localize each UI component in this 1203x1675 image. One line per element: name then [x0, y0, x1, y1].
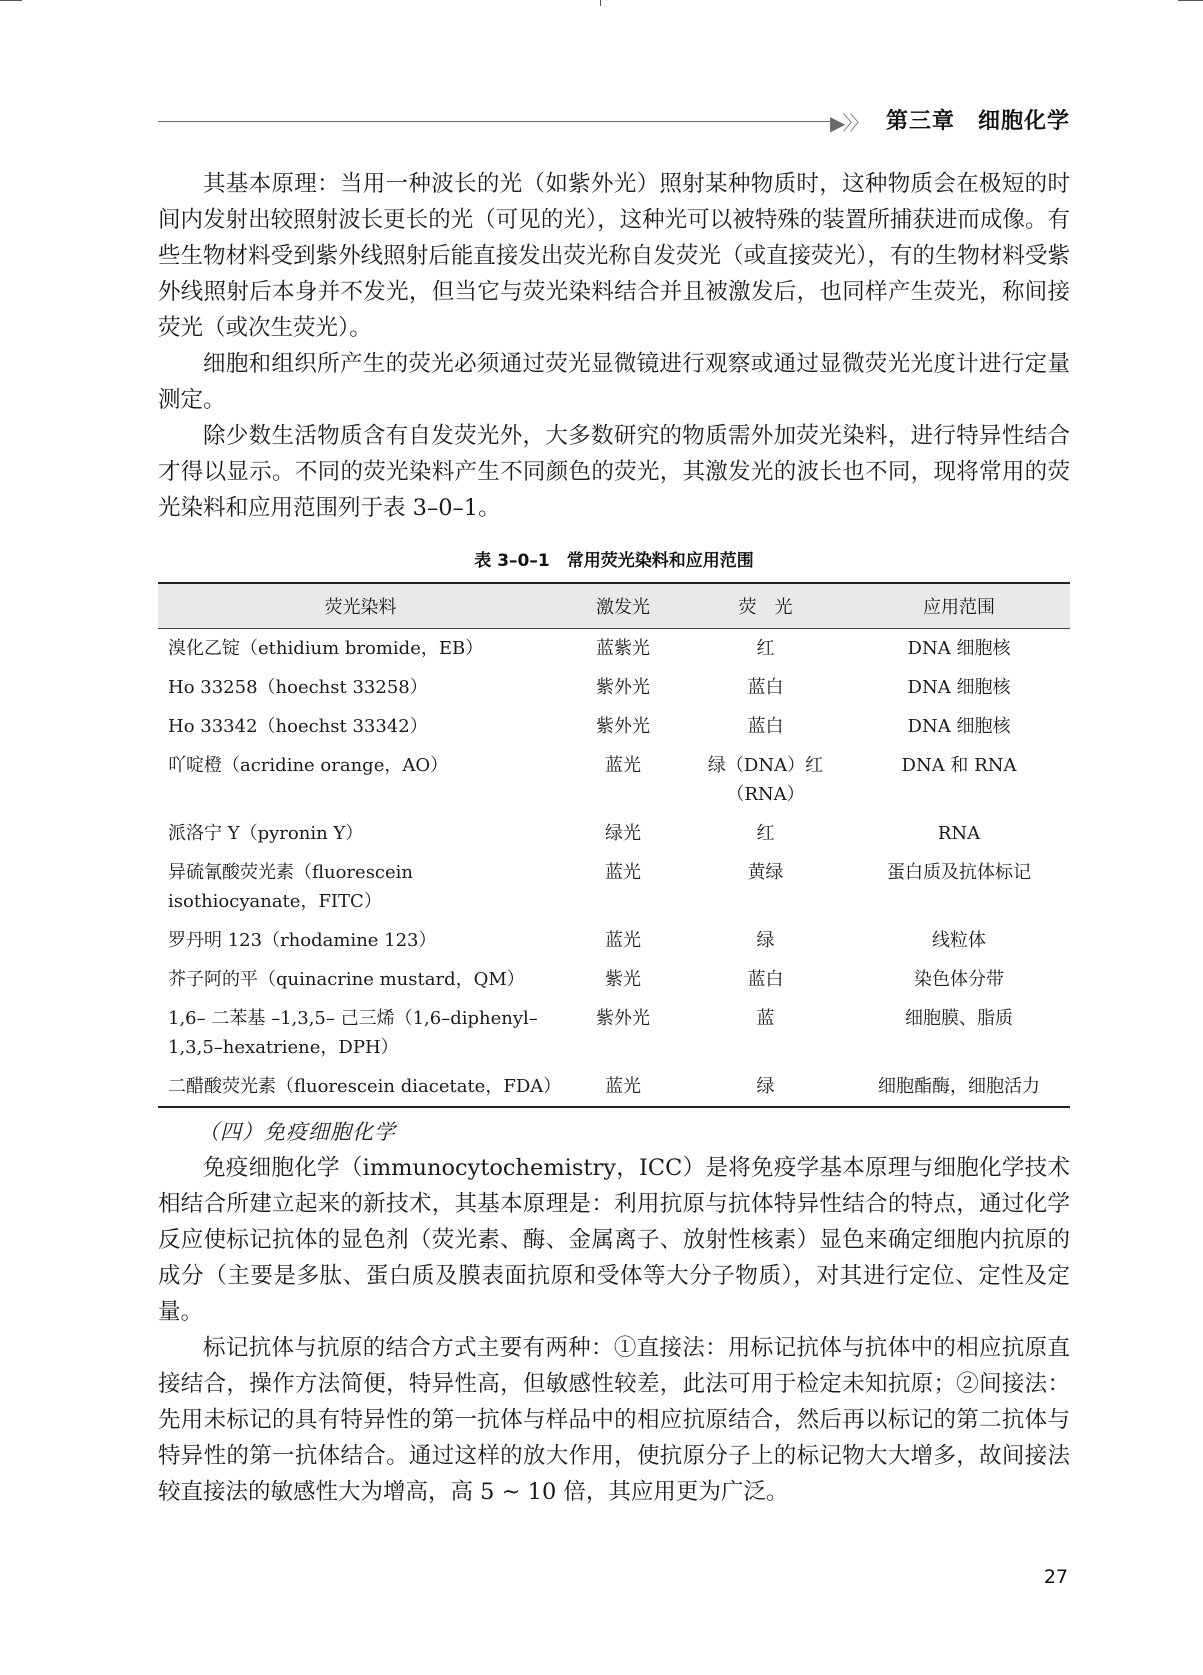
- cell-dye: 二醋酸荧光素（fluorescein diacetate，FDA）: [158, 1067, 563, 1107]
- cell-dye: 1,6– 二苯基 –1,3,5– 己三烯（1,6–diphenyl–1,3,5–hexatriene，DPH）: [168, 1008, 538, 1058]
- cell-application: DNA 细胞核: [907, 716, 1011, 737]
- page-number: 27: [1043, 1566, 1068, 1588]
- crop-mark-top-left: [0, 0, 22, 1]
- table-row: [158, 668, 1070, 707]
- table-row: [158, 814, 1070, 853]
- cell-excitation: 紫外光: [596, 1008, 650, 1029]
- cell-dye: 罗丹明 123（rhodamine 123）: [168, 930, 437, 951]
- cell-dye: 芥子阿的平（quinacrine mustard，QM）: [168, 969, 525, 990]
- header-rule: [158, 121, 834, 122]
- cell-excitation: 蓝光: [605, 930, 641, 951]
- cell-excitation: 绿光: [605, 823, 641, 844]
- cell-excitation: 紫外光: [596, 677, 650, 698]
- section-heading: （四）免疫细胞化学: [198, 1120, 396, 1144]
- cell-fluorescence: 蓝白: [747, 969, 784, 990]
- cell-fluorescence: 蓝白: [747, 677, 784, 698]
- table-row: [158, 746, 1070, 814]
- paragraph: 除少数生活物质含有自发荧光外，大多数研究的物质需外加荧光染料，进行特异性结合才得以显示。不同的荧光染料产生不同颜色的荧光，其激发光的波长也不同，现将常用的荧光染料和应用范围列于表 3–0–1。: [158, 423, 1070, 521]
- cell-excitation: 蓝光: [605, 862, 641, 883]
- fluorescent-dye-table: [158, 582, 1070, 1108]
- table-row: [158, 960, 1070, 999]
- paragraph: 其基本原理：当用一种波长的光（如紫外光）照射某种物质时，这种物质会在极短的时间内发射出较照射波长更长的光（可见的光），这种光可以被特殊的装置所捕获进而成像。有些生物材料受到紫外线照射后能直接发出荧光称自发荧光（或直接荧光），有的生物材料受紫外线照射后本身并不发光，但当它与荧光染料结合并且被激发后，也同样产生荧光，称间接荧光（或次生荧光）。: [158, 171, 1070, 341]
- cell-fluorescence: 红: [756, 823, 775, 844]
- column-header-dye: 荧光染料: [158, 583, 563, 629]
- table-row: [158, 1067, 1070, 1107]
- cell-fluorescence: 蓝: [756, 1008, 775, 1029]
- column-header-excitation: 激发光: [563, 583, 683, 629]
- cell-dye: 派洛宁 Y（pyronin Y）: [168, 823, 364, 844]
- cell-dye: Ho 33258（hoechst 33258）: [168, 677, 428, 698]
- cell-excitation: 紫光: [605, 969, 641, 990]
- column-header-fluorescence: 荧 光: [683, 583, 848, 629]
- table-row: [158, 707, 1070, 746]
- cell-fluorescence: 黄绿: [747, 862, 784, 883]
- cell-excitation: 蓝光: [605, 755, 641, 776]
- cell-application: DNA 细胞核: [907, 677, 1011, 698]
- cell-application: 细胞膜、脂质: [905, 1008, 1013, 1029]
- cell-application: DNA 细胞核: [907, 638, 1011, 659]
- cell-application: RNA: [937, 823, 981, 844]
- paragraph: 免疫细胞化学（immunocytochemistry，ICC）是将免疫学基本原理与细胞化学技术相结合所建立起来的新技术，其基本原理是：利用抗原与抗体特异性结合的特点，通过化学反应使标记抗体的显色剂（荧光素、酶、金属离子、放射性核素）显色来确定细胞内抗原的成分（主要是多肽、蛋白质及膜表面抗原和受体等大分子物质），对其进行定位、定性及定量。: [158, 1155, 1070, 1325]
- cell-dye: 吖啶橙（acridine orange，AO）: [168, 755, 449, 776]
- table-row: [158, 999, 1070, 1067]
- cell-dye: Ho 33342（hoechst 33342）: [168, 716, 428, 737]
- cell-excitation: 紫外光: [596, 716, 650, 737]
- intro-text: [158, 166, 1070, 526]
- cell-application: 线粒体: [932, 930, 986, 951]
- crop-mark-top-center: [600, 0, 601, 6]
- running-header: [158, 104, 1070, 138]
- table-caption: 表 3–0–1 常用荧光染料和应用范围: [474, 551, 754, 571]
- cell-application: 染色体分带: [914, 969, 1004, 990]
- cell-dye: 溴化乙锭（ethidium bromide，EB）: [168, 638, 484, 659]
- paragraph: 细胞和组织所产生的荧光必须通过荧光显微镜进行观察或通过显微荧光光度计进行定量测定。: [158, 351, 1070, 413]
- column-header-application: 应用范围: [848, 583, 1070, 629]
- cell-fluorescence: 蓝白: [747, 716, 784, 737]
- paragraph: 标记抗体与抗原的结合方式主要有两种：①直接法：用标记抗体与抗体中的相应抗原直接结合，操作方法简便，特异性高，但敏感性较差，此法可用于检定未知抗原；②间接法：先用未标记的具有特异性的第一抗体与样品中的相应抗原结合，然后再以标记的第二抗体与特异性的第一抗体结合。通过这样的放大作用，使抗原分子上的标记物大大增多，故间接法较直接法的敏感性大为增高，高 5 ~ 10 倍，其应用更为广泛。: [158, 1335, 1070, 1505]
- cell-fluorescence: 绿: [756, 930, 775, 951]
- cell-application: DNA 和 RNA: [901, 755, 1017, 776]
- cell-excitation: 蓝光: [563, 1067, 683, 1107]
- table-row: [158, 853, 1070, 921]
- cell-excitation: 蓝紫光: [596, 638, 650, 659]
- table-row: [158, 629, 1070, 669]
- cell-dye: 异硫氰酸荧光素（fluorescein isothiocyanate，FITC）: [168, 862, 414, 912]
- cell-fluorescence: 绿: [683, 1067, 848, 1107]
- cell-fluorescence: 绿（DNA）红（RNA）: [707, 755, 824, 805]
- crop-mark-top-right: [1178, 0, 1203, 1]
- table-row: [158, 921, 1070, 960]
- header-arrow-icon: ▶〉〉: [830, 111, 867, 135]
- cell-application: 蛋白质及抗体标记: [887, 862, 1031, 883]
- cell-application: 细胞酯酶，细胞活力: [848, 1067, 1070, 1107]
- chapter-title: 第三章 细胞化学: [885, 109, 1070, 134]
- icc-text: [158, 1150, 1070, 1510]
- table-header-row: [158, 583, 1070, 629]
- cell-fluorescence: 红: [756, 638, 775, 659]
